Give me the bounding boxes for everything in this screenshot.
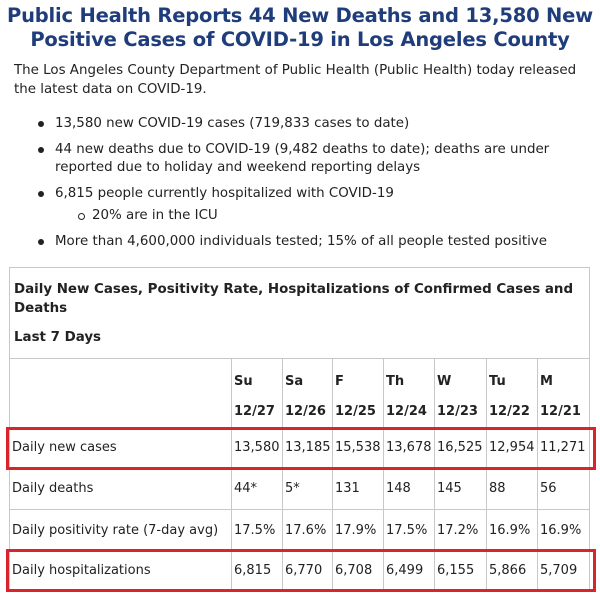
table-cell: 148 [384,468,435,510]
table-caption: Daily New Cases, Positivity Rate, Hospitalizations of Confirmed Cases and Deaths [14,282,574,316]
bullet-icon [38,239,44,245]
column-header: Sa 12/26 [283,359,333,428]
table-cell: 16.9% [538,510,590,551]
table-cell: 6,708 [333,551,384,591]
table-cell: 17.5% [384,510,435,551]
list-item-text: More than 4,600,000 individuals tested; 15% of all people tested positive [55,234,547,249]
column-header: Su 12/27 [232,359,283,428]
row-label: Daily new cases [10,428,232,468]
circle-bullet-icon [78,213,85,220]
table-cell: 15,538 [333,428,384,468]
table-caption-cell [10,268,590,359]
table-cell: 131 [333,468,384,510]
column-header: M 12/21 [538,359,590,428]
table-cell: 88 [487,468,538,510]
list-item-text: 13,580 new COVID-19 cases (719,833 cases to date) [55,116,410,131]
table-cell: 17.5% [232,510,283,551]
highlight-box-daily-hospitalizations [6,549,596,592]
column-header: Th 12/24 [384,359,435,428]
list-item [14,141,594,177]
table-cell: 145 [435,468,487,510]
table-cell: 6,815 [232,551,283,591]
bullet-icon [38,191,44,197]
table-cell: 17.9% [333,510,384,551]
table-cell: 5,866 [487,551,538,591]
table-subcaption: Last 7 Days [14,330,102,345]
row-label: Daily hospitalizations [10,551,232,591]
table-row [10,510,590,551]
table-cell: 6,770 [283,551,333,591]
bullet-icon [38,121,44,127]
sub-list-item-text: 20% are in the ICU [92,208,218,223]
table-cell: 12,954 [487,428,538,468]
table-cell: 6,155 [435,551,487,591]
bullet-icon [38,147,44,153]
page-title: Public Health Reports 44 New Deaths and 13,580 New Positive Cases of COVID-19 in Los Angeles County [7,4,593,51]
row-label: Daily positivity rate (7-day avg) [10,510,232,551]
column-header: F 12/25 [333,359,384,428]
table-cell: 5* [283,468,333,510]
table-cell: 13,678 [384,428,435,468]
summary-list [14,115,594,259]
table-cell: 6,499 [384,551,435,591]
table-cell: 13,185 [283,428,333,468]
list-item-text: 6,815 people currently hospitalized with COVID-19 [55,186,394,201]
table-row [10,468,590,510]
table-cell: 56 [538,468,590,510]
header-empty-cell [10,359,232,428]
list-item [14,115,594,133]
list-item [14,233,594,251]
column-header: W 12/23 [435,359,487,428]
table-cell: 17.6% [283,510,333,551]
list-item [14,185,594,203]
sub-list-item [14,207,594,225]
table-cell: 16.9% [487,510,538,551]
row-label: Daily deaths [10,468,232,510]
highlight-box-daily-new-cases [6,427,596,470]
intro-paragraph: The Los Angeles County Department of Public Health (Public Health) today released the latest data on COVID-19. [14,63,577,97]
table-cell: 16,525 [435,428,487,468]
table-cell: 13,580 [232,428,283,468]
list-item-text: 44 new deaths due to COVID-19 (9,482 deaths to date); deaths are under reported due to holiday and weekend reporting delays [55,142,550,175]
column-header: Tu 12/22 [487,359,538,428]
table-cell: 11,271 [538,428,590,468]
table-header-row [10,359,590,428]
table-cell: 44* [232,468,283,510]
table-cell: 17.2% [435,510,487,551]
table-cell: 5,709 [538,551,590,591]
